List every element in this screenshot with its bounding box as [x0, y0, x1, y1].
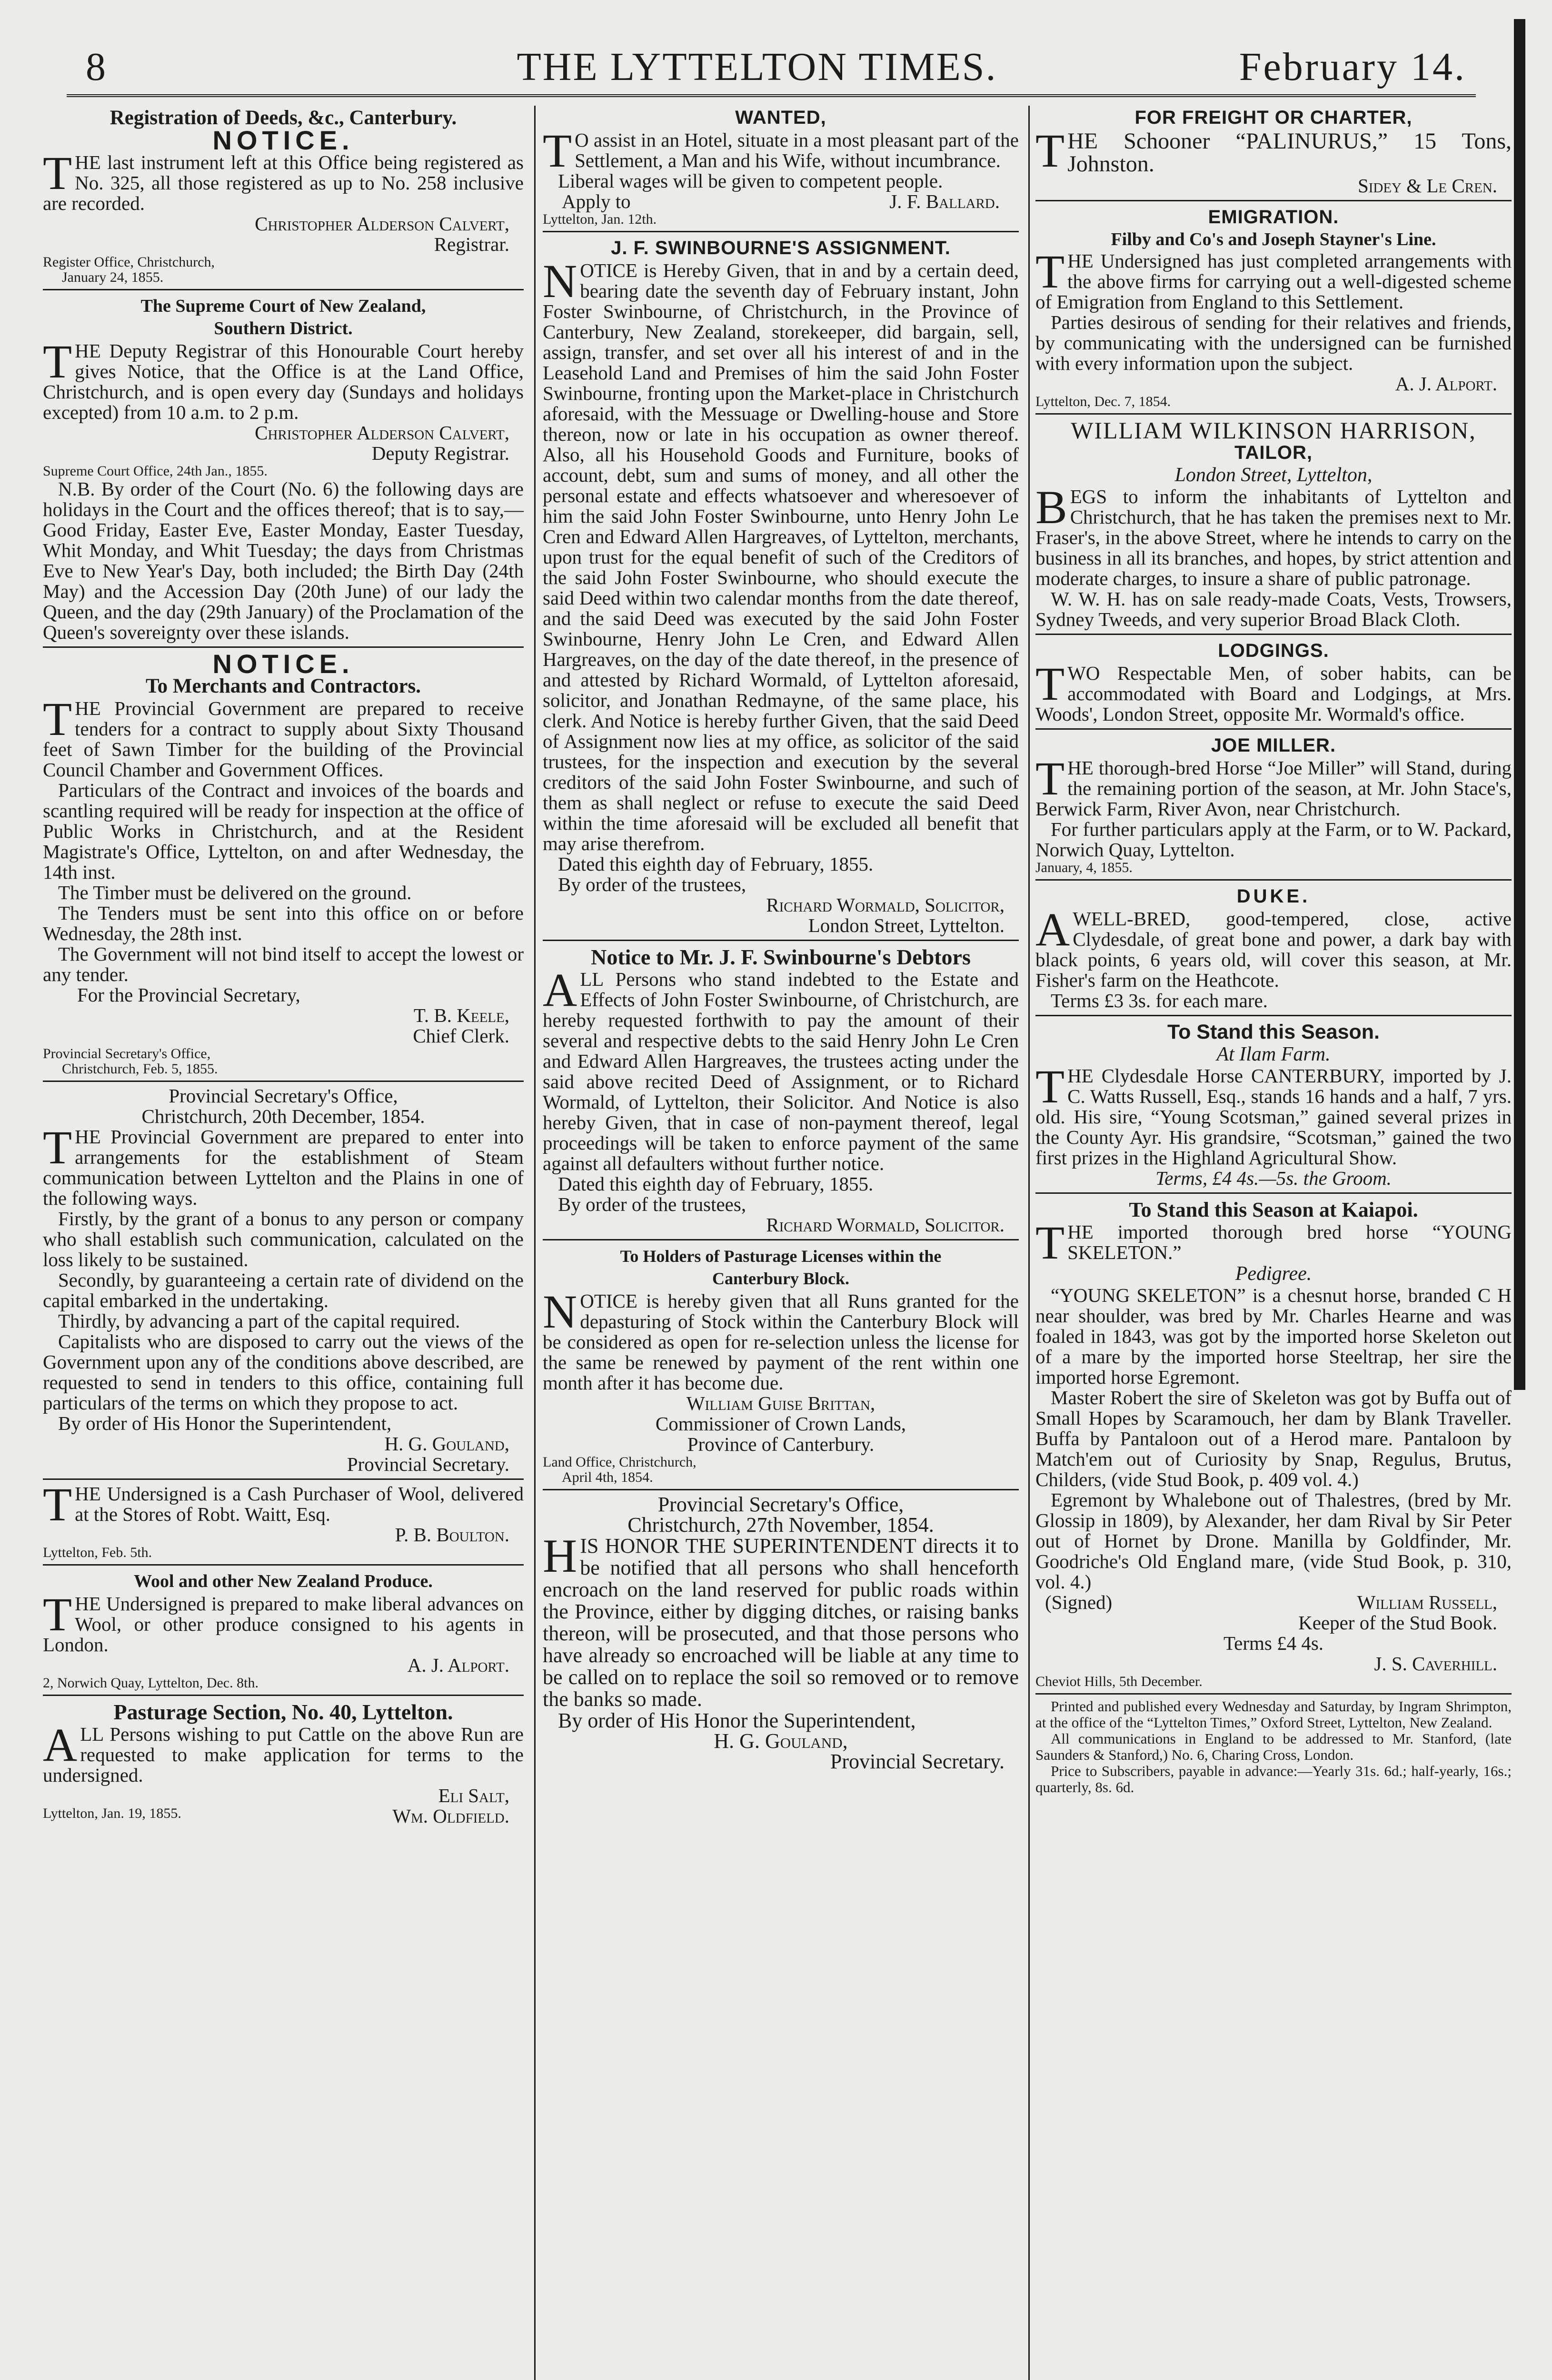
ad-dated: Dated this eighth day of February, 1855.: [558, 1173, 874, 1195]
ad-registration: [43, 108, 524, 285]
ad-lodgings: [1035, 634, 1512, 724]
ad-place: Land Office, Christchurch,: [543, 1454, 696, 1470]
signature-name: Richard Wormald, Solicitor,: [766, 894, 1005, 916]
ad-paragraph: Secondly, by guaranteeing a certain rate of dividend on the capital embarked in the undertaking.: [43, 1269, 524, 1311]
ad-date: April 4th, 1854.: [562, 1469, 653, 1485]
column-rule-1: [534, 106, 536, 2380]
ad-body: HE Deputy Registrar of this Honourable Court hereby gives Notice, that the Office is at the Land Office, Christchurch, and is open every day (Sundays and holidays excepted) from 10 a.m. to 2 p.m.: [43, 340, 524, 423]
ad-paragraph: Particulars of the Contract and invoices of the boards and scantling required will be ready for inspection at the office of Public Works in Christchurch, and at the Resident Magistrate's Office, Lyttelton, on and after Wednesday, the 14th inst.: [43, 779, 524, 883]
ad-tailor: [1035, 413, 1512, 630]
ad-paragraph: “YOUNG SKELETON” is a chesnut horse, branded C H near shoulder, was bred by Mr. Charles Hearne and was foaled in 1843, was got by the imported horse Skeleton out of a mare by the imported horse Steeltrap, her sire the imported horse Egremont.: [1035, 1284, 1512, 1388]
signature-title-2: Province of Canterbury.: [687, 1433, 875, 1455]
drop-cap: T: [1035, 124, 1065, 177]
ad-heading: Registration of Deeds, &c., Canterbury.: [109, 107, 457, 129]
ad-pasturage-licenses: [543, 1239, 1019, 1485]
drop-cap: A: [543, 963, 577, 1016]
ad-date: Lyttelton, Jan. 12th.: [543, 211, 657, 227]
ad-wanted: [543, 108, 1019, 227]
signature-name: Sidey & Le Cren.: [1357, 175, 1497, 197]
signature-name: T. B. Keele,: [413, 1004, 509, 1026]
ad-swinbourne-assignment: [543, 231, 1019, 936]
ad-body: HE Undersigned is prepared to make liberal advances on Wool, or other produce consigned to his agents in London.: [43, 1593, 524, 1656]
court-holidays-note: N.B. By order of the Court (No. 6) the following days are holidays in the Court and the offices thereof; that is to say,—Good Friday, Easter Eve, Easter Monday, Easter Tuesday, Whit Monday, and Whit Tuesday; the days from Christmas Eve to New Year's Day, both included; the Birth Day (24th May) and the Accession Day (20th June) of our lady the Queen, and the day (29th January) of the Proclamation of the Queen's sovereignty over these islands.: [43, 478, 524, 643]
signature-title: Keeper of the Stud Book.: [1298, 1612, 1497, 1634]
signature-title: Commissioner of Crown Lands,: [655, 1413, 906, 1435]
signature-name: Richard Wormald, Solicitor.: [766, 1214, 1005, 1236]
signature-title: Deputy Registrar.: [371, 442, 509, 464]
ad-terms: Terms £4 4s.: [1223, 1632, 1324, 1654]
ad-heading: To Merchants and Contractors.: [145, 675, 421, 697]
signature-name: H. G. Gouland,: [384, 1433, 509, 1455]
drop-cap: B: [1035, 481, 1067, 534]
ad-merchants: [43, 646, 524, 1077]
ad-date: Lyttelton, Feb. 5th.: [43, 1545, 152, 1560]
ad-subheading: Southern District.: [214, 318, 353, 338]
ad-paragraph: Thirdly, by advancing a part of the capital required.: [58, 1310, 460, 1332]
ad-body: HE Schooner “PALINURUS,” 15 Tons, Johnston.: [1067, 129, 1512, 177]
ad-date: Lyttelton, Dec. 7, 1854.: [1035, 394, 1171, 409]
ad-place: Provincial Secretary's Office,: [169, 1085, 398, 1107]
drop-cap: T: [43, 1588, 72, 1641]
ad-heading: Wool and other New Zealand Produce.: [134, 1571, 433, 1591]
ad-heading: The Supreme Court of New Zealand,: [140, 296, 426, 316]
drop-cap: T: [43, 335, 72, 388]
ad-heading: Notice to Mr. J. F. Swinbourne's Debtors: [591, 945, 971, 969]
ad-paragraph: Firstly, by the grant of a bonus to any person or company who shall establish such communication, calculated on the loss likely to be sustained.: [43, 1208, 524, 1270]
ad-paragraph: For the Provincial Secretary,: [77, 984, 300, 1006]
ad-heading: To Stand this Season.: [1167, 1021, 1380, 1043]
ad-date: Christchurch, Feb. 5, 1855.: [62, 1061, 218, 1077]
ad-body: HE imported thorough bred horse “YOUNG SKELETON.”: [1067, 1221, 1512, 1263]
column-rule-2: [1028, 106, 1030, 2380]
drop-cap: A: [1035, 903, 1070, 956]
apply-label: Apply to: [562, 190, 631, 212]
ad-paragraph: The Government will not bind itself to accept the lowest or any tender.: [43, 943, 524, 985]
ad-body: HE Provincial Government are prepared to receive tenders for a contract to supply about Sixty Thousand feet of Sawn Timber for the building of the Provincial Council Chamber and Government Offices.: [43, 697, 524, 781]
ad-heading: To Stand this Season at Kaiapoi.: [1129, 1198, 1418, 1221]
column-2: [543, 106, 1019, 1775]
ad-heading: FOR FREIGHT OR CHARTER,: [1134, 107, 1413, 128]
ad-body: HE Undersigned is a Cash Purchaser of Wool, delivered at the Stores of Robt. Waitt, Esq.: [75, 1483, 524, 1525]
ad-body: HE Clydesdale Horse CANTERBURY, imported by J. C. Watts Russell, Esq., stands 16 hands and a half, 7 yrs. old. His sire, “Young Scotsman,” gained several prizes in the County Ayr. His grandsire, “Scotsman,” gained the two first prizes in the Highland Agricultural Show.: [1035, 1065, 1512, 1169]
ad-heading: EMIGRATION.: [1208, 207, 1339, 228]
ad-superintendent-roads: [543, 1489, 1019, 1772]
signature-title: Registrar.: [434, 233, 509, 255]
page-number: 8: [86, 45, 106, 89]
agent-name: J. S. Caverhill.: [1374, 1653, 1497, 1675]
signed-label: (Signed): [1045, 1591, 1113, 1613]
ad-body: LL Persons who stand indebted to the Estate and Effects of John Foster Swinbourne, of Christchurch, are hereby requested forthwith to pay the amount of their several and respective debts to the said Henry John Le Cren and Edward Allen Hargreaves, the trustees acting under the said above recited Deed of Assignment, or to Richard Wormald, of Lyttelton, their Solicitor. And Notice is also hereby Given, that in case of non-payment thereof, legal proceedings will be taken to enforce payment of the same against all defaulters without further notice.: [543, 968, 1019, 1174]
masthead: [38, 44, 1476, 96]
signature-title: Provincial Secretary.: [347, 1453, 509, 1475]
signature-title: Chief Clerk.: [413, 1025, 509, 1047]
column-3: [1035, 106, 1512, 1799]
column-1: [43, 106, 524, 1830]
ad-paragraph: W. W. H. has on sale ready-made Coats, Vests, Trowsers, Sydney Tweeds, and very superior Broad Black Cloth.: [1035, 588, 1512, 630]
ad-order: By order of His Honor the Superintendent,: [558, 1709, 916, 1732]
drop-cap: T: [43, 693, 72, 745]
drop-cap: T: [43, 147, 72, 199]
ad-dated: Dated this eighth day of February, 1855.: [558, 853, 874, 875]
ad-heading: JOE MILLER.: [1211, 735, 1336, 756]
drop-cap: T: [543, 124, 572, 177]
signature-name: P. B. Boulton.: [395, 1524, 509, 1546]
signature-address: London Street, Lyttelton.: [808, 914, 1005, 936]
ad-subheading: At Ilam Farm.: [1216, 1043, 1331, 1065]
ad-place: Provincial Secretary's Office,: [43, 1046, 211, 1061]
imprint-communications: All communications in England to be addressed to Mr. Stanford, (late Saunders & Stanford,) No. 6, Charing Cross, London.: [1035, 1730, 1512, 1763]
ad-body: HE thorough-bred Horse “Joe Miller” will Stand, during the remaining portion of the season, at Mr. John Stace's, Berwick Farm, River Avon, near Christchurch.: [1035, 757, 1512, 820]
signature-name: A. J. Alport.: [407, 1654, 509, 1676]
printer-imprint: [1035, 1693, 1512, 1795]
ad-heading: To Holders of Pasturage Licenses within the: [620, 1247, 942, 1266]
ad-date: 2, Norwich Quay, Lyttelton, Dec. 8th.: [43, 1675, 259, 1691]
drop-cap: N: [543, 255, 577, 307]
ad-body: EGS to inform the inhabitants of Lyttelton and Christchurch, that he has taken the premises next to Mr. Fraser's, in the above Street, where he intends to carry on the business in all its branches, and hopes, by strict attention and moderate charges, to insure a share of public patronage.: [1035, 486, 1512, 589]
signature-name: William Russell,: [1357, 1591, 1497, 1613]
ad-body: LL Persons wishing to put Cattle on the above Run are requested to make application for terms to the undersigned.: [43, 1723, 524, 1786]
ad-young-skeleton: [1035, 1192, 1512, 1689]
signature-name: A. J. Alport.: [1395, 373, 1497, 395]
ad-subheading: TAILOR,: [1234, 442, 1313, 463]
ad-pasturage-section: [43, 1695, 524, 1826]
newspaper-title: THE LYTTELTON TIMES.: [517, 45, 997, 89]
ad-paragraph: Master Robert the sire of Skeleton was got by Buffa out of Small Hopes by Scaramouch, her dam by Blank Traveller. Buffa by Pantaloon out of a Herod mare. Pantaloon by Match'em out of Curiosity by Snap, Regulus, Brutus, Childers, (vide Stud Book, p. 409 vol. 4.): [1035, 1387, 1512, 1490]
ad-paragraph: Liberal wages will be given to competent people.: [558, 170, 943, 192]
ad-body: O assist in an Hotel, situate in a most pleasant part of the Settlement, a Man and his Wife, without incumbrance.: [575, 129, 1019, 171]
ad-canterbury-horse: [1035, 1015, 1512, 1189]
ad-place: Provincial Secretary's Office,: [657, 1493, 904, 1516]
ad-subheading: Canterbury Block.: [712, 1269, 849, 1288]
drop-cap: T: [1035, 657, 1065, 710]
signature-name-2: Wm. Oldfield.: [392, 1805, 509, 1827]
signature-title: Provincial Secretary.: [830, 1750, 1005, 1773]
ad-order: By order of the trustees,: [558, 1193, 746, 1215]
ad-joe-miller: [1035, 728, 1512, 875]
edge-bar: [1514, 19, 1525, 1390]
drop-cap: N: [543, 1285, 577, 1338]
ad-body: HE Undersigned has just completed arrangements with the above firms for carrying out a well-digested scheme of Emigration from England to this Settlement.: [1035, 250, 1512, 313]
ad-heading: LODGINGS.: [1218, 640, 1329, 661]
issue-date: February 14.: [1239, 45, 1466, 89]
ad-terms: Terms, £4 4s.—5s. the Groom.: [1155, 1167, 1392, 1189]
ad-paragraph: The Timber must be delivered on the ground.: [58, 882, 412, 903]
ad-terms: Terms £3 3s. for each mare.: [1051, 990, 1268, 1012]
ad-place: Cheviot Hills, 5th December.: [1035, 1674, 1203, 1689]
drop-cap: T: [1035, 1060, 1065, 1113]
drop-cap: T: [1035, 245, 1065, 298]
signature-name: J. F. Ballard.: [889, 190, 1000, 212]
ad-wool-purchaser: [43, 1478, 524, 1560]
ad-emigration: [1035, 200, 1512, 409]
imprint-price: Price to Subscribers, payable in advance:—Yearly 31s. 6d.; half-yearly, 16s.; quarterly, 8s. 6d.: [1035, 1763, 1512, 1795]
ad-paragraph: By order of His Honor the Superintendent,: [58, 1412, 392, 1434]
signature-name: Christopher Alderson Calvert,: [255, 213, 509, 235]
ad-steam-communication: [43, 1081, 524, 1475]
ad-paragraph: The Tenders must be sent into this office on or before Wednesday, the 28th inst.: [43, 902, 524, 944]
ad-heading: WANTED,: [735, 107, 826, 128]
ad-order: By order of the trustees,: [558, 873, 746, 895]
ad-body: OTICE is hereby given that all Runs granted for the depasturing of Stock within the Canterbury Block will be considered as open for re-selection unless the license for the same be renewed by payment of the rent within one month after it has become due.: [543, 1290, 1019, 1394]
ad-heading: J. F. SWINBOURNE'S ASSIGNMENT.: [611, 238, 951, 258]
ad-subheading: Filby and Co's and Joseph Stayner's Line.: [1111, 229, 1436, 249]
ad-date: Lyttelton, Jan. 19, 1855.: [43, 1805, 181, 1821]
drop-cap: T: [43, 1478, 72, 1531]
drop-cap: A: [43, 1718, 78, 1771]
signature-name: H. G. Gouland,: [714, 1729, 848, 1753]
drop-cap: T: [43, 1121, 72, 1174]
drop-cap: T: [1035, 752, 1065, 805]
ad-date: Christchurch, 20th December, 1854.: [141, 1105, 425, 1127]
ad-body: WELL-BRED, good-tempered, close, active Clydesdale, of great bone and power, a dark bay with black points, 6 years old, will cover this season, at Mr. Fisher's farm on the Heathcote.: [1035, 908, 1512, 991]
ad-date: Christchurch, 27th November, 1854.: [627, 1513, 934, 1537]
ad-date: January 24, 1855.: [62, 269, 164, 285]
ad-heading: Pasturage Section, No. 40, Lyttelton.: [113, 1700, 453, 1724]
ad-place: Supreme Court Office, 24th Jan., 1855.: [43, 463, 268, 479]
pedigree-label: Pedigree.: [1235, 1263, 1312, 1285]
ad-supreme-court: [43, 289, 524, 643]
imprint-publisher: Printed and published every Wednesday and Saturday, by Ingram Shrimpton, at the office of the “Lyttelton Times,” Oxford Street, Lyttelton, New Zealand.: [1035, 1698, 1512, 1731]
ad-paragraph: For further particulars apply at the Farm, or to W. Packard, Norwich Quay, Lyttelton.: [1035, 818, 1512, 861]
ad-duke: [1035, 879, 1512, 1011]
ad-heading: WILLIAM WILKINSON HARRISON,: [1071, 417, 1476, 444]
masthead-rule: [67, 94, 1476, 97]
ad-wool-produce: [43, 1564, 524, 1691]
ad-body: IS HONOR THE SUPERINTENDENT directs it to be notified that all persons who shall henceforth encroach on the land reserved for public roads within the Province, either by digging ditches, or raising banks thereon, will be prosecuted, and that those persons who have already so encroached will be liable at any time to be called on to replace the soil so removed or to remove the banks so made.: [543, 1534, 1019, 1711]
ad-paragraph: Capitalists who are disposed to carry out the views of the Government upon any of the conditions above described, are requested to send in tenders to this office, containing full particulars of the terms on which they propose to act.: [43, 1330, 524, 1414]
ad-heading: DUKE.: [1236, 886, 1311, 907]
signature-name: Eli Salt,: [438, 1785, 509, 1806]
ad-body: OTICE is Hereby Given, that in and by a certain deed, bearing date the seventh day of February instant, John Foster Swinbourne, of Christchurch, in the Province of Canterbury, New Zealand, storekeeper, did bargain, sell, assign, transfer, and set over all his interest of and in the Leasehold Land and Premises of him the said John Foster Swinbourne, fronting upon the Market-place in Christchurch aforesaid, with the Messuage or Dwelling-house and Store thereon, now or late in his occupation as owner thereof. Also, all his Household Goods and Furniture, books of account, debt, sum and sums of money, and all other the personal estate and effects whatsoever and wheresoever of him the said John Foster Swinbourne, unto Henry John Le Cren and Edward Allen Hargreaves, of Lyttelton, merchants, upon trust for the equal benefit of such of the Creditors of the said John Foster Swinbourne, who should execute the said Deed within two calendar months from the date thereof, and the said Deed was executed by the said John Foster Swinbourne, Henry John Le Cren, and Edward Allen Hargreaves, on the day of the date thereof, in the presence of and attested by Richard Wormald, of Lyttelton aforesaid, solicitor, and Jonathan Redmayne, of the same place, his clerk. And Notice is hereby further Given, that the said Deed of Assignment now lies at my office, as solicitor of the said trustees, for the inspection and execution by the several creditors of the said John Foster Swinbourne, and such of them as shall neglect or refuse to execute the said Deed within the time aforesaid will be excluded all benefit that may arise therefrom.: [543, 259, 1019, 854]
ad-date: January, 4, 1855.: [1035, 860, 1133, 875]
ad-paragraph: Egremont by Whalebone out of Thalestres, (bred by Mr. Glossip in 1809), by Alexander, her dam Rival by Sir Peter out of Hornet by Drone. Manilla by Goldfinder, Mr. Goodriche's Old England mare, (vide Stud Book, p. 310, vol. 4.): [1035, 1489, 1512, 1593]
signature-name: William Guise Brittan,: [686, 1392, 875, 1414]
notice-heading: NOTICE.: [212, 125, 354, 155]
ad-address: London Street, Lyttelton,: [1174, 464, 1373, 486]
signature-name: Christopher Alderson Calvert,: [255, 422, 509, 444]
ad-body: HE Provincial Government are prepared to enter into arrangements for the establishment of Steam communication between Lyttelton and the Plains in one of the following ways.: [43, 1126, 524, 1209]
ad-body: WO Respectable Men, of sober habits, can be accommodated with Board and Lodgings, at Mrs. Woods', London Street, opposite Mr. Wormald's office.: [1035, 662, 1512, 725]
notice-heading: NOTICE.: [212, 649, 354, 679]
drop-cap: H: [543, 1529, 577, 1582]
ad-freight-charter: [1035, 108, 1512, 196]
drop-cap: T: [1035, 1216, 1065, 1269]
ad-place: Register Office, Christchurch,: [43, 254, 215, 270]
ad-swinbourne-debtors: [543, 940, 1019, 1235]
ad-paragraph: Parties desirous of sending for their relatives and friends, by communicating with the undersigned can be furnished with every information upon the subject.: [1035, 311, 1512, 374]
ad-body: HE last instrument left at this Office being registered as No. 325, all those registered as up to No. 258 inclusive are recorded.: [43, 151, 524, 214]
